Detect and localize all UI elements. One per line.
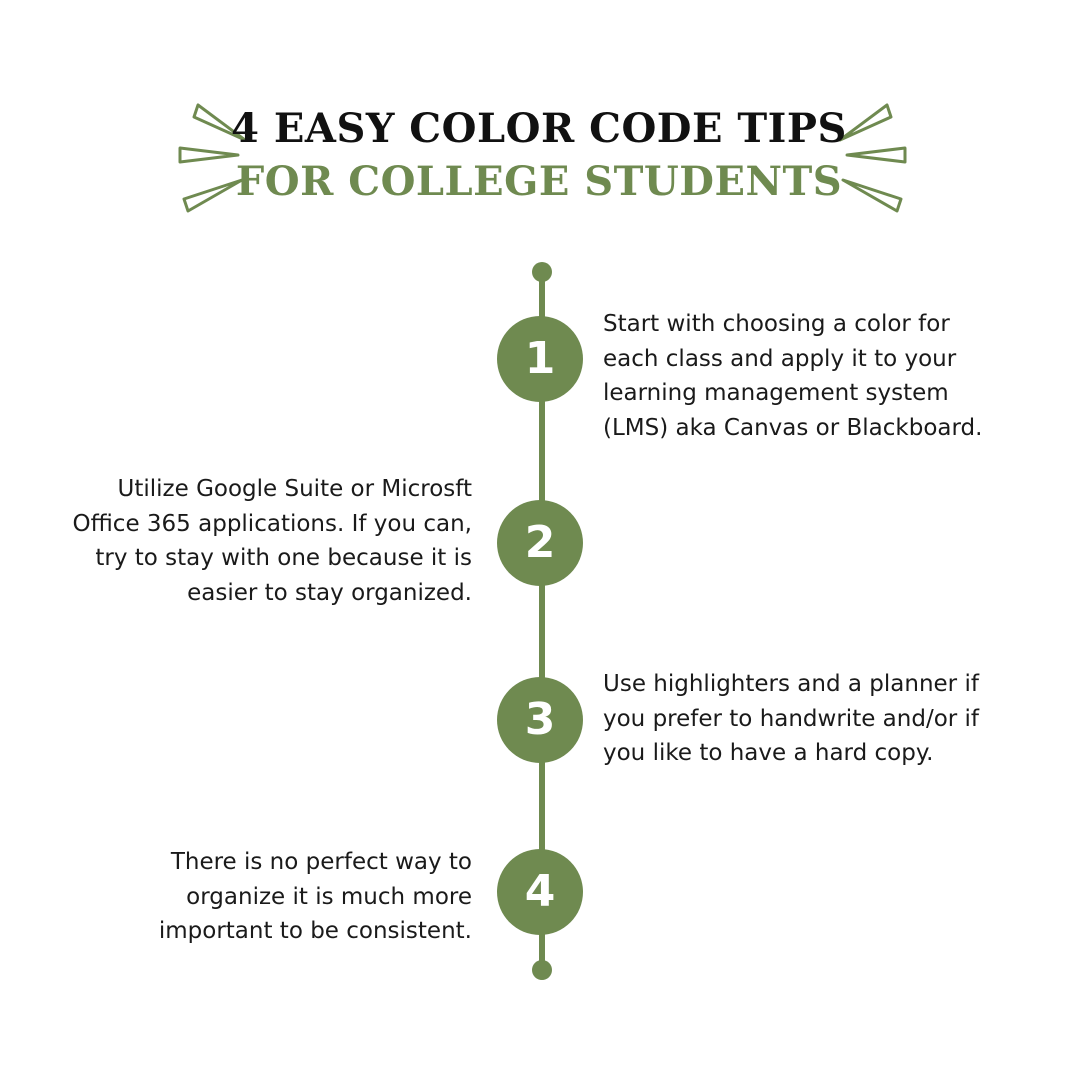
title-line-2: FOR COLLEGE STUDENTS [235,158,843,205]
timeline-start-dot [532,262,552,282]
step-text-1: Start with choosing a color for each class and apply it to your learning management system (LMS) aka Canvas or Blackboard. [603,311,983,441]
step-text-4: There is no perfect way to organize it is much more important to be consistent. [158,849,472,944]
step-number-2: 2 [524,517,556,568]
step-text-3: Use highlighters and a planner if you prefer to handwrite and/or if you like to have a hard copy. [603,671,980,766]
title-line-1: 4 EASY COLOR CODE TIPS [231,105,847,152]
step-number-4: 4 [524,866,556,917]
step-number-1: 1 [524,333,556,384]
step-number-3: 3 [524,694,556,745]
timeline-end-dot [532,960,552,980]
step-text-2: Utilize Google Suite or Microsft Office 365 applications. If you can, try to stay with one because it is easier to stay organized. [72,476,472,606]
